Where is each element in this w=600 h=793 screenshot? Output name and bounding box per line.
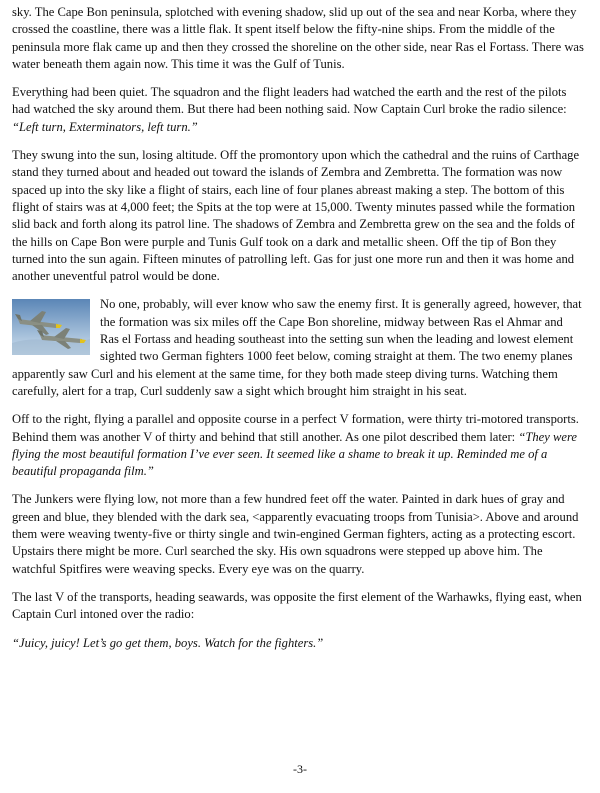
fighter-planes-illustration <box>12 299 90 355</box>
page-number: -3- <box>293 762 307 776</box>
paragraph-8 <box>12 635 584 652</box>
fighter-planes-photo-icon <box>12 299 90 355</box>
paragraph-8-quote: “Juicy, juicy! Let’s go get them, boys. Watch for the fighters.” <box>12 635 324 650</box>
paragraph-5-quote: “They were flying the most beautiful formation I’ve ever seen. It seemed like a shame to break it up. Reminded me of a beautiful propaganda film.” <box>12 429 577 479</box>
paragraph-7 <box>12 589 584 624</box>
paragraph-4 <box>12 296 584 400</box>
paragraph-4-text: No one, probably, will ever know who saw the enemy first. It is generally agreed, however, that the formation was six miles off the Cape Bon shoreline, midway between Ras el Ahmar and Ras el Fortass and heading southeast into the setting sun when the leading and lowest element sighted two German fighters 1000 feet below, coming straight at them. The two enemy planes apparently saw Curl and his element at the same time, for they both made steep diving turns. Watching them carefully, alert for a trap, Curl suddenly saw a sight which brought him straight in his seat. <box>12 297 582 398</box>
paragraph-6-text: The Junkers were flying low, not more than a few hundred feet off the water. Painted in dark hues of gray and green and blue, they blended with the dark sea, <apparently evacuating troops from Tunisia>. Above and around them were weaving twenty-five or thirty single and twin-engined German fighters, acting as a protecting escort. Upstairs there might be more. Curl searched the sky. His own squadrons were stepped up above him. The watchful Spitfires were weaving specks. Every eye was on the quarry. <box>12 492 579 576</box>
paragraph-5-text: Off to the right, flying a parallel and opposite course in a perfect V formation, were thirty tri-motored transports. Behind them was another V of thirty and behind that still another. As one pilot described them later: <box>12 412 579 444</box>
paragraph-2 <box>12 84 584 136</box>
paragraph-1 <box>12 4 584 73</box>
paragraph-6 <box>12 491 584 577</box>
paragraph-7-text: The last V of the transports, heading seawards, was opposite the first element of the Warhawks, flying east, when Captain Curl intoned over the radio: <box>12 589 582 622</box>
paragraph-5 <box>12 411 584 480</box>
paragraph-3-text: They swung into the sun, losing altitude. Off the promontory upon which the cathedral and the ruins of Carthage stand they turned about and headed out toward the islands of Zembra and Zembretta. The formation was now spaced up into the sky like a flight of stairs, each line of four planes abreast making a step. The bottom of this flight of stairs was at 4,000 feet; the Spits at the top were at 15,000. Twenty minutes passed while the formation slid back and forth along its patrol line. The shadows of Zembra and Zembretta grew on the sea and the folds of the hills on Cape Bon were purple and Tunis Gulf took on a dark and metallic sheen. Off the tip of Bon they turned into the sun again. Fifteen minutes of patrolling left. Gas for just one more run and then it was home and another uneventful patrol would be done. <box>12 148 580 284</box>
paragraph-2-quote: “Left turn, Exterminators, left turn.” <box>12 119 198 134</box>
paragraph-2-text: Everything had been quiet. The squadron and the flight leaders had watched the earth and the rest of the pilots had watched the sky around them. But there had been nothing said. Now Captain Curl broke the radio silence: <box>12 85 567 117</box>
document-page <box>12 4 584 663</box>
paragraph-3 <box>12 147 584 285</box>
paragraph-1-text: sky. The Cape Bon peninsula, splotched with evening shadow, slid up out of the sea and near Korba, where they crossed the coastline, there was a little flak. It spent itself below the fifty-nine ships. From the middle of the peninsula more flak came up and then they crossed the shoreline on the other side, near Ras el Fortass. There was water beneath them again now. This time it was the Gulf of Tunis. <box>12 5 584 71</box>
